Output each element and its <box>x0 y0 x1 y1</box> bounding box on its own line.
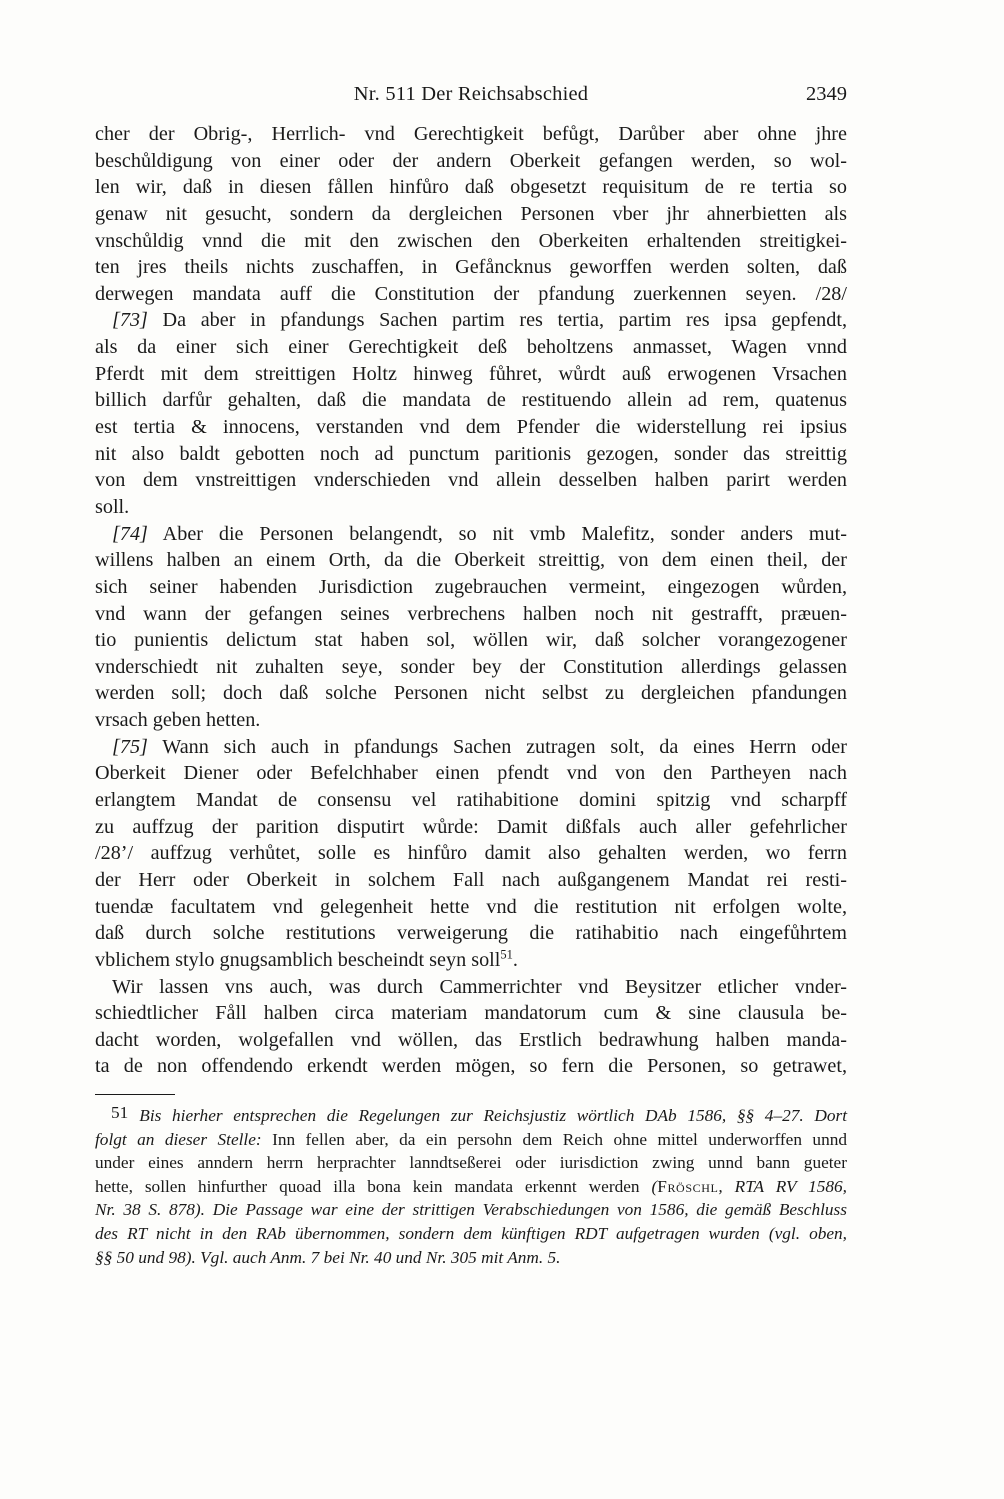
text-line <box>95 1151 847 1175</box>
paragraph <box>95 121 847 307</box>
paragraph <box>95 734 847 974</box>
body-text <box>95 121 847 1080</box>
text-segment: daß durch solche restitutions verweigerung die ratihabitio nach eingefůhrtem <box>95 922 847 945</box>
text-segment: erlangtem Mandat de consensu vel ratihabitione domini spitzig vnd scharpff <box>95 789 847 812</box>
text-segment: [74] <box>112 522 148 545</box>
text-line <box>95 521 847 548</box>
text-line <box>95 254 847 281</box>
text-block <box>95 81 847 1269</box>
text-segment: 51 <box>500 947 513 962</box>
text-segment: beschůldigung von einer oder der andern Oberkeit gefangen werden, so wol- <box>95 149 847 172</box>
paragraph <box>95 974 847 1081</box>
text-line <box>95 494 847 521</box>
text-segment: Da aber in pfandungs Sachen partim res tertia, partim res ipsa gepfendt, <box>147 309 847 332</box>
text-segment: hette, sollen hinfurther quoad illa bona kein mandata erkennt werden <box>95 1176 652 1196</box>
text-segment: est tertia & innocens, verstanden vnd dem Pfender die widerstellung rei ipsius <box>95 416 847 439</box>
text-line <box>95 387 847 414</box>
text-line <box>95 1128 847 1152</box>
paragraph <box>95 521 847 734</box>
text-line <box>95 894 847 921</box>
header-title: Nr. 511 Der Reichsabschied <box>353 83 589 105</box>
text-segment: Aber die Personen belangendt, so nit vmb Malefitz, sonder anders mut- <box>147 522 847 545</box>
text-segment: /28’/ auffzug verhůtet, solle es hinfůro damit also gehalten werden, wo ferrn <box>95 842 847 865</box>
paragraph <box>95 307 847 520</box>
text-line <box>95 307 847 334</box>
text-segment: vblichem stylo gnugsamblich bescheindt seyn soll <box>95 948 501 971</box>
text-segment: [73] <box>112 309 148 332</box>
text-segment: Oberkeit Diener oder Befelchhaber einen pfendt vnd von den Partheyen nach <box>95 762 847 785</box>
text-line <box>95 867 847 894</box>
text-segment: sich seiner habenden Jurisdiction zugebrauchen vermeint, eingezogen wůrden, <box>95 575 847 598</box>
text-segment: genaw nit gesucht, sondern da dergleichen Personen vber jhr ahnerbietten als <box>95 202 847 225</box>
text-line <box>95 601 847 628</box>
text-line <box>95 1198 847 1222</box>
text-segment: vnderschiedt nit zuhalten seye, sonder bey der Constitution allerdings gelassen <box>95 655 847 678</box>
text-line <box>95 1104 847 1128</box>
text-segment: under eines anndern herrn herprachter lanndtseßerei oder iurisdiction zwing unnd bann gueter <box>95 1153 847 1173</box>
text-line <box>95 920 847 947</box>
text-segment: vrsach geben hetten. <box>95 709 261 732</box>
text-line <box>95 414 847 441</box>
text-line <box>95 441 847 468</box>
text-line <box>95 1053 847 1080</box>
text-segment: des RT nicht in den RAb übernommen, sondern dem künftigen RDT aufgetragen wurden (vgl. oben, <box>95 1224 847 1244</box>
text-line <box>95 760 847 787</box>
text-line <box>95 840 847 867</box>
text-segment: tio punientis delictum stat haben sol, wöllen wir, daß solcher vorangezogener <box>95 629 847 652</box>
text-segment: derwegen mandata auff die Constitution der pfandung zuerkennen seyen. /28/ <box>95 282 847 305</box>
text-line <box>95 547 847 574</box>
text-segment: als da einer sich einer Gerechtigkeit deß beholtzens anmasset, Wagen vnnd <box>95 336 847 359</box>
text-line <box>95 467 847 494</box>
text-segment: billich darfůr gehalten, daß die mandata de restituendo allein ad rem, quatenus <box>95 389 847 412</box>
text-line <box>95 201 847 228</box>
text-segment: dacht worden, wolgefallen vnd wöllen, das Erstlich bedrawhung halben manda- <box>95 1028 847 1051</box>
text-line <box>95 734 847 761</box>
text-line <box>95 121 847 148</box>
text-segment: Inn fellen aber, da ein persohn dem Reich ohne mittel underworffen unnd <box>261 1129 847 1149</box>
text-segment: zu auffzug der parition disputirt wůrde: Damit dißfals auch aller gefehrlicher <box>95 815 847 838</box>
text-line <box>95 281 847 308</box>
text-segment: . <box>512 948 518 971</box>
text-line <box>95 680 847 707</box>
footnote-separator-rule <box>95 1094 175 1095</box>
footnote <box>95 1104 847 1269</box>
text-segment: soll. <box>95 495 130 518</box>
text-segment: 51 <box>111 1103 129 1123</box>
text-segment: ten jres theils nichts zuschaffen, in Gefåncknus geworffen werden solten, daß <box>95 256 847 279</box>
text-line <box>95 814 847 841</box>
text-segment: ta de non offendendo erkendt werden mögen, so fern die Personen, so getrawet, <box>95 1055 847 1078</box>
running-header <box>95 81 847 107</box>
text-segment: tuendæ facultatem vnd gelegenheit hette vnd die restitution nit erfolgen wolte, <box>95 895 847 918</box>
text-line <box>95 174 847 201</box>
text-segment: Wann sich auch in pfandungs Sachen zutragen solt, da eines Herrn oder <box>147 735 847 758</box>
text-segment: §§ 50 und 98). Vgl. auch Anm. 7 bei Nr. 40 und Nr. 305 mit Anm. 5. <box>95 1247 561 1267</box>
text-segment: Nr. 38 S. 878). Die Passage war eine der strittigen Verabschiedungen von 1586, die gemäß Beschluss <box>95 1200 847 1220</box>
text-line <box>95 1246 847 1270</box>
text-segment: , RTA RV 1586, <box>718 1176 848 1196</box>
scanned-book-page <box>0 81 1004 1499</box>
text-line <box>95 1000 847 1027</box>
text-segment: cher der Obrig-, Herrlich- vnd Gerechtigkeit befůgt, Darůber aber ohne jhre <box>95 123 847 145</box>
text-segment: Wir lassen vns auch, was durch Cammerrichter vnd Beysitzer etlicher vnder- <box>112 975 847 998</box>
text-line <box>95 148 847 175</box>
text-segment: [75] <box>112 735 148 758</box>
text-segment: von dem vnstreittigen vnderschieden vnd allein desselben halben parirt werden <box>95 469 847 492</box>
text-segment: willens halben an einem Orth, da die Oberkeit streittig, von dem einen theil, der <box>95 549 847 572</box>
text-line <box>95 361 847 388</box>
text-segment: len wir, daß in diesen fållen hinfůro daß obgesetzt requisitum de re tertia so <box>95 176 847 199</box>
text-line <box>95 947 847 974</box>
page-number: 2349 <box>806 83 847 105</box>
text-line <box>95 1222 847 1246</box>
text-segment: Pferdt mit dem streittigen Holtz hinweg fůhret, wůrdt auß erwogenen Vrsachen <box>95 362 847 385</box>
text-line <box>95 654 847 681</box>
text-segment: nit also baldt gebotten noch ad punctum paritionis gezogen, sonder das streittig <box>95 442 847 465</box>
text-line <box>95 334 847 361</box>
text-segment: vnschůldig vnnd die mit den zwischen den Oberkeiten erhaltenden streitigkei- <box>95 229 847 252</box>
text-segment: schiedtlicher Fåll halben circa materiam mandatorum cum & sine clausula be- <box>95 1002 847 1025</box>
text-segment: Bis hierher entsprechen die Regelungen zur Reichsjustiz wörtlich DAb 1586, §§ 4–27. Dort <box>139 1106 847 1126</box>
text-segment: Fröschl <box>657 1176 719 1196</box>
text-line <box>95 627 847 654</box>
text-segment: ( <box>651 1176 658 1196</box>
text-segment: vnd wann der gefangen seines verbrechens halben noch nit gestrafft, præuen- <box>95 602 847 625</box>
text-segment: folgt an dieser Stelle: <box>95 1129 262 1149</box>
text-segment: der Herr oder Oberkeit in solchem Fall nach außgangenem Mandat rei resti- <box>95 868 847 891</box>
text-segment: werden soll; doch daß solche Personen nicht selbst zu dergleichen pfandungen <box>95 682 847 705</box>
text-line <box>95 574 847 601</box>
text-line <box>95 787 847 814</box>
text-line <box>95 974 847 1001</box>
text-line <box>95 1027 847 1054</box>
text-line <box>95 228 847 255</box>
text-line <box>95 1175 847 1199</box>
text-line <box>95 707 847 734</box>
